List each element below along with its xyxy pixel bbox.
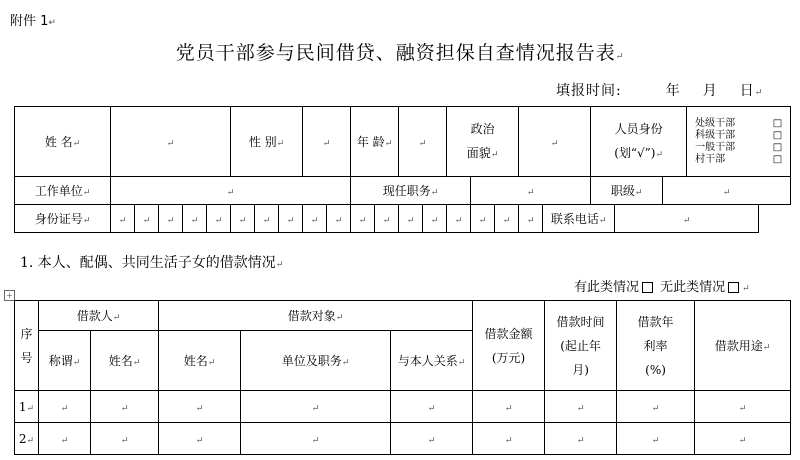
- amount-header: 借款金额 (万元): [473, 301, 545, 391]
- seq-header: 序 号: [15, 301, 39, 391]
- personal-info-table: [14, 106, 791, 233]
- has-situation-checkbox[interactable]: [642, 282, 653, 293]
- fill-time: 填报时间: 年 月 日↵: [556, 83, 764, 99]
- section-title: 1. 本人、配偶、共同生活子女的借款情况↵: [20, 255, 284, 271]
- cell[interactable]: ↵: [91, 391, 159, 423]
- cell[interactable]: ↵: [159, 423, 241, 455]
- gender-label: 性 别↵: [231, 107, 303, 177]
- politics-value[interactable]: ↵: [519, 107, 591, 177]
- current-post-value[interactable]: ↵: [471, 177, 591, 205]
- id-digit-cell[interactable]: ↵: [423, 205, 447, 233]
- cell[interactable]: ↵: [39, 391, 91, 423]
- id-digit-cell[interactable]: ↵: [399, 205, 423, 233]
- table-anchor-icon[interactable]: +: [4, 290, 15, 301]
- rate-header: 借款年 利率 (%): [617, 301, 695, 391]
- id-digit-cell[interactable]: ↵: [231, 205, 255, 233]
- id-digit-cell[interactable]: ↵: [375, 205, 399, 233]
- phone-label: 联系电话↵: [543, 205, 615, 233]
- id-digit-cell[interactable]: ↵: [207, 205, 231, 233]
- gender-value[interactable]: ↵: [303, 107, 351, 177]
- situation-options: 有此类情况 无此类情况 ↵: [574, 280, 750, 295]
- cell[interactable]: ↵: [391, 423, 473, 455]
- name-label: 姓 名↵: [15, 107, 111, 177]
- identity-option[interactable]: 一般干部 □: [695, 141, 783, 153]
- id-digit-cell[interactable]: ↵: [351, 205, 375, 233]
- work-unit-value[interactable]: ↵: [111, 177, 351, 205]
- identity-option[interactable]: 处级干部 □: [695, 117, 783, 129]
- identity-label: 人员身份 (划“√”)↵: [591, 107, 687, 177]
- table-row: [15, 391, 791, 423]
- cell[interactable]: ↵: [695, 391, 791, 423]
- identity-option[interactable]: 村干部 □: [695, 153, 783, 165]
- age-label: 年 龄↵: [351, 107, 399, 177]
- cell[interactable]: ↵: [473, 391, 545, 423]
- relation-header: 与本人关系↵: [391, 331, 473, 391]
- cell[interactable]: ↵: [241, 391, 391, 423]
- cell[interactable]: ↵: [695, 423, 791, 455]
- id-digit-cell[interactable]: ↵: [111, 205, 135, 233]
- cell[interactable]: ↵: [617, 391, 695, 423]
- cell[interactable]: ↵: [545, 391, 617, 423]
- title-header: 称谓↵: [39, 331, 91, 391]
- id-digit-cell[interactable]: ↵: [471, 205, 495, 233]
- cell[interactable]: ↵: [241, 423, 391, 455]
- cell[interactable]: ↵: [617, 423, 695, 455]
- unit-post-header: 单位及职务↵: [241, 331, 391, 391]
- usage-header: 借款用途↵: [695, 301, 791, 391]
- id-digit-cell[interactable]: ↵: [135, 205, 159, 233]
- time-header: 借款时间 (起止年 月): [545, 301, 617, 391]
- identity-options: [687, 107, 791, 177]
- borrower-header: 借款人↵: [39, 301, 159, 331]
- id-digit-cell[interactable]: ↵: [255, 205, 279, 233]
- current-post-label: 现任职务↵: [351, 177, 471, 205]
- cell[interactable]: ↵: [39, 423, 91, 455]
- cell[interactable]: ↵: [473, 423, 545, 455]
- id-digit-cell[interactable]: ↵: [303, 205, 327, 233]
- name-value[interactable]: ↵: [111, 107, 231, 177]
- cell[interactable]: ↵: [159, 391, 241, 423]
- borrower-name-header: 姓名↵: [91, 331, 159, 391]
- id-digit-cell[interactable]: ↵: [159, 205, 183, 233]
- cell[interactable]: ↵: [545, 423, 617, 455]
- id-digit-cell[interactable]: ↵: [279, 205, 303, 233]
- object-name-header: 姓名↵: [159, 331, 241, 391]
- attachment-label: 附件 1↵: [10, 14, 56, 29]
- identity-option[interactable]: 科级干部 □: [695, 129, 783, 141]
- phone-value[interactable]: ↵: [615, 205, 759, 233]
- table-row: [15, 423, 791, 455]
- rank-value[interactable]: ↵: [663, 177, 791, 205]
- id-digit-cell[interactable]: ↵: [495, 205, 519, 233]
- loan-table: [14, 300, 791, 455]
- id-digit-cell[interactable]: ↵: [447, 205, 471, 233]
- cell[interactable]: ↵: [91, 423, 159, 455]
- cell[interactable]: ↵: [391, 391, 473, 423]
- age-value[interactable]: ↵: [399, 107, 447, 177]
- rank-label: 职级↵: [591, 177, 663, 205]
- page-title: 党员干部参与民间借贷、融资担保自查情况报告表↵: [175, 42, 625, 64]
- politics-label: 政治 面貌↵: [447, 107, 519, 177]
- row-number: 1↵: [15, 391, 39, 423]
- row-number: 2↵: [15, 423, 39, 455]
- id-number-label: 身份证号↵: [15, 205, 111, 233]
- work-unit-label: 工作单位↵: [15, 177, 111, 205]
- id-digit-cell[interactable]: ↵: [183, 205, 207, 233]
- id-digit-cell[interactable]: ↵: [327, 205, 351, 233]
- loan-object-header: 借款对象↵: [159, 301, 473, 331]
- id-digit-cell[interactable]: ↵: [519, 205, 543, 233]
- no-situation-checkbox[interactable]: [728, 282, 739, 293]
